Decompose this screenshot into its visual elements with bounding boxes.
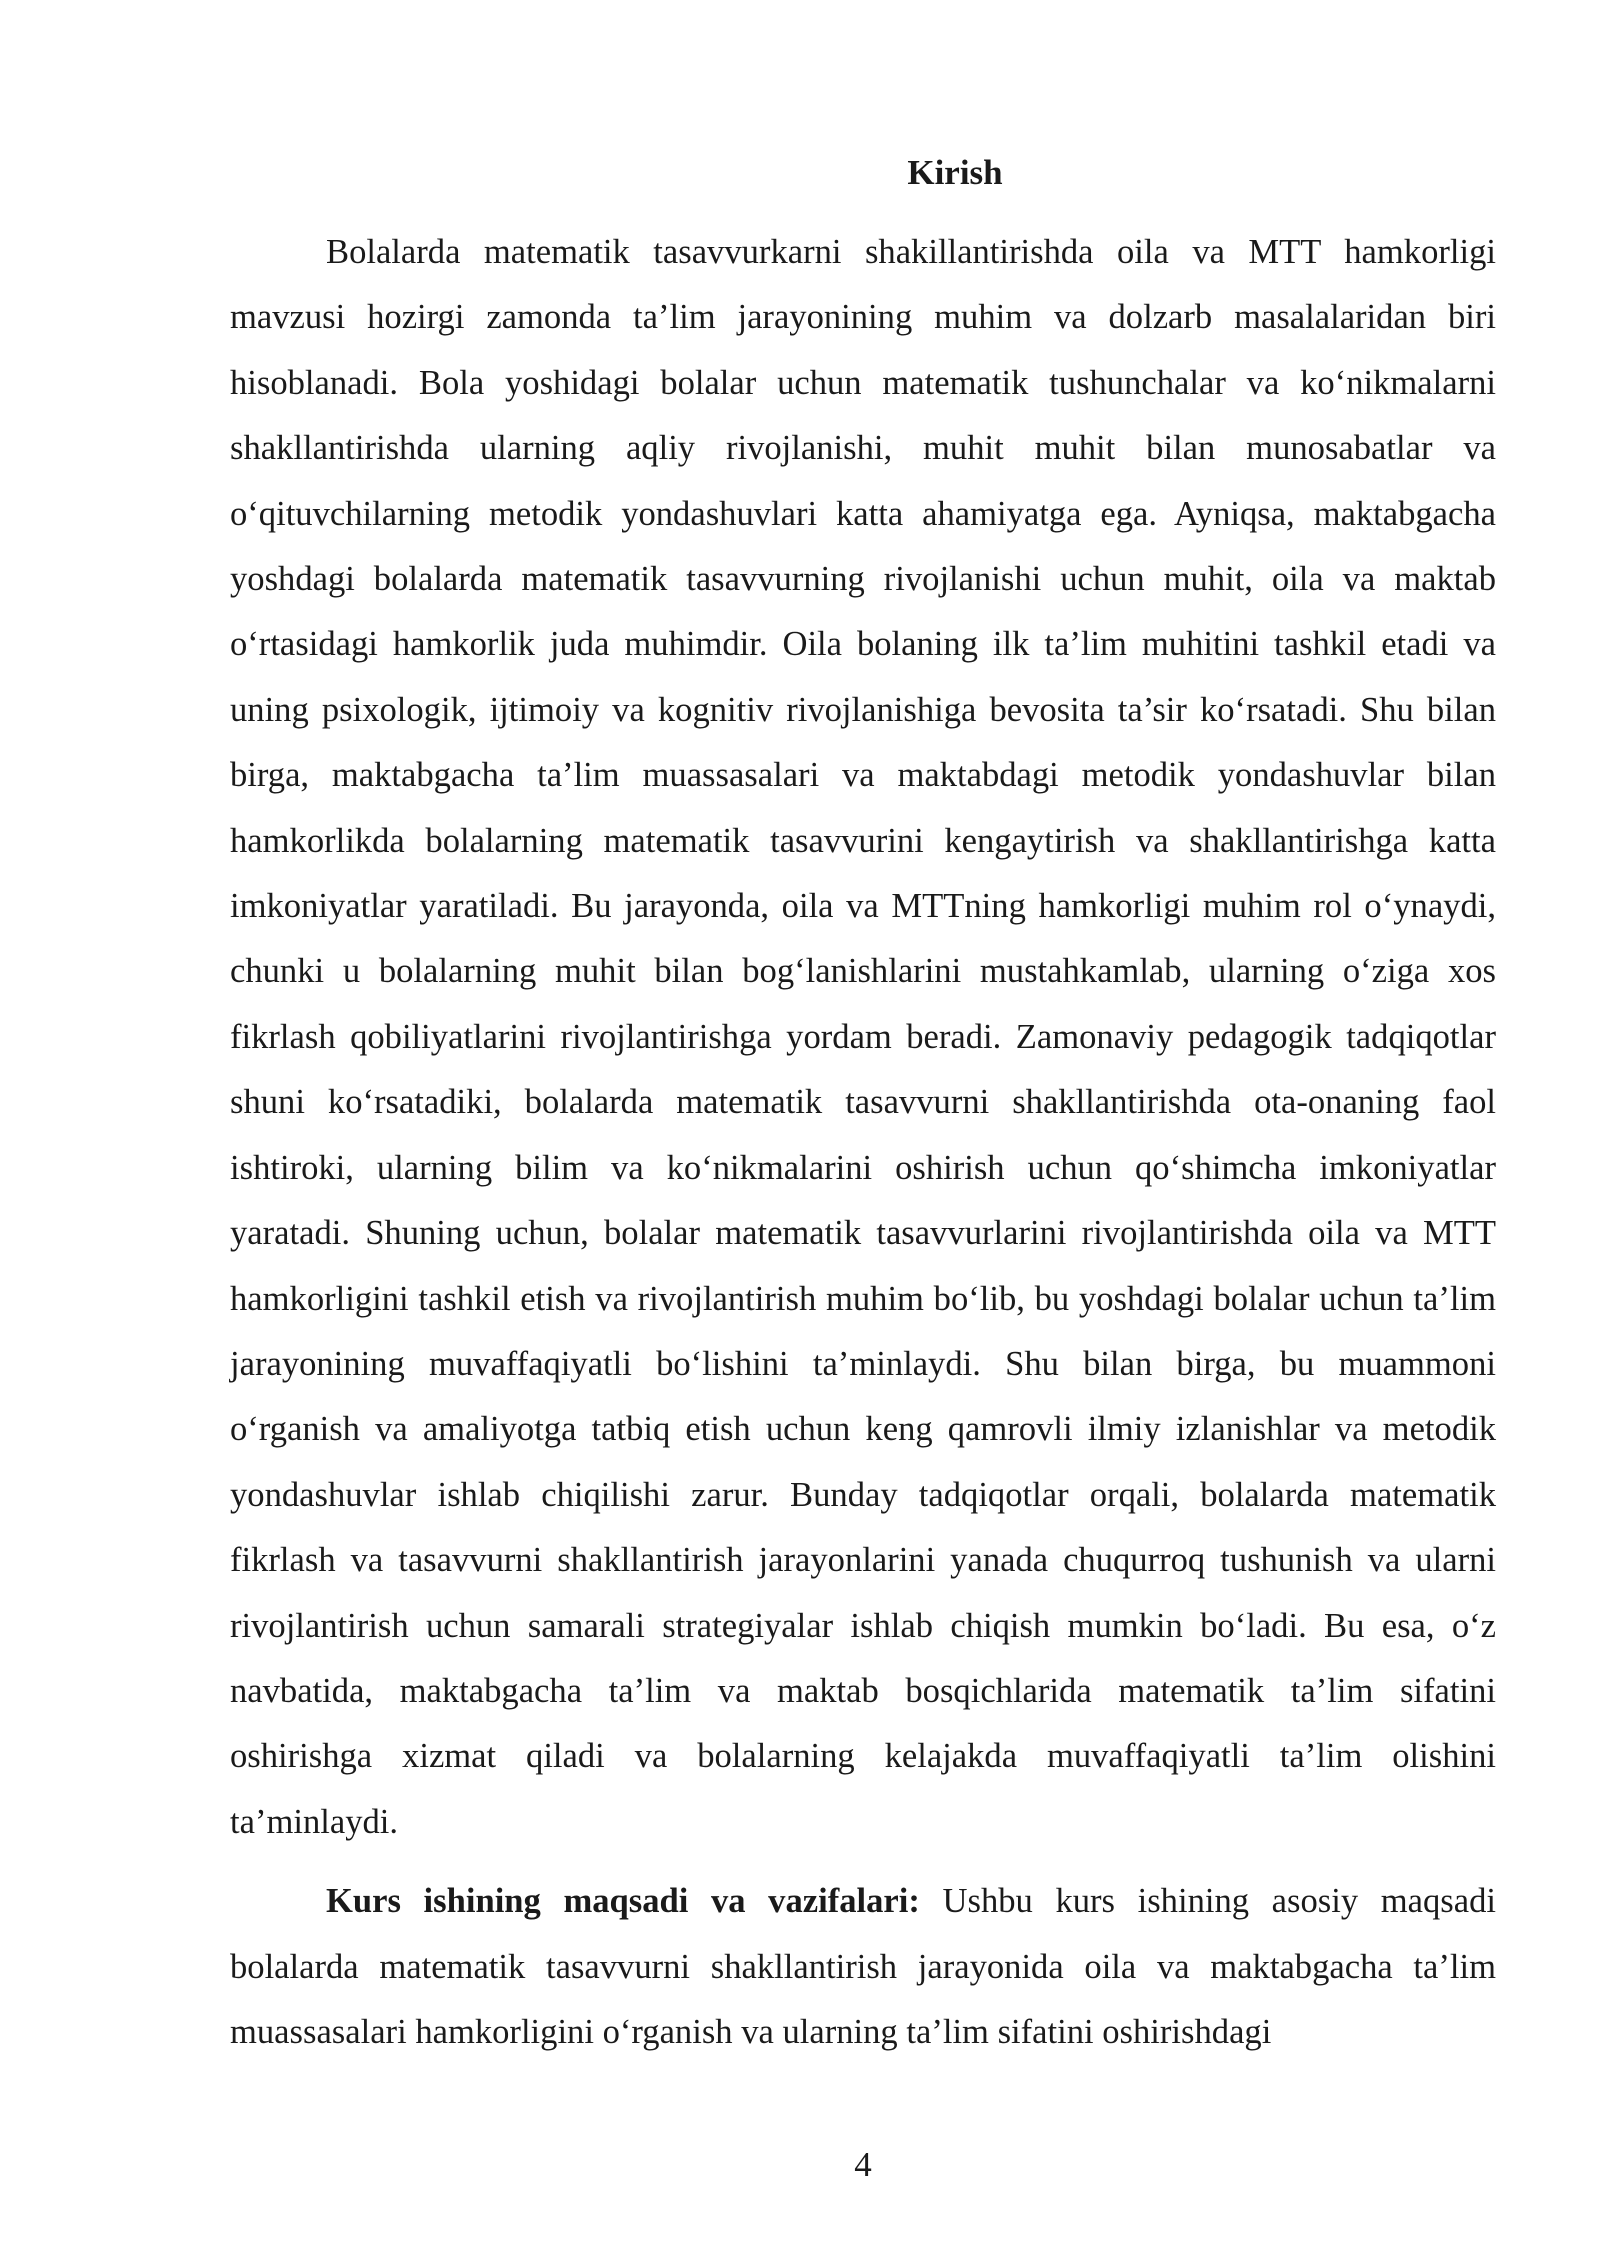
page-number: 4 bbox=[854, 2145, 872, 2184]
body-text bbox=[230, 220, 1496, 2065]
goals-text: Ushbu kurs ishining asosiy maqsadi bolalarda matematik tasavvurni shakllantirish jarayonida oila va maktabgacha ta’lim muassasalari hamkorligini o‘rganish va ularning ta’lim sifatini oshirishdagi bbox=[230, 1882, 1496, 2051]
section-heading: Kirish bbox=[907, 153, 1003, 192]
intro-paragraph: Bolalarda matematik tasavvurkarni shakillantirishda oila va MTT hamkorligi mavzusi hozirgi zamonda ta’lim jarayonining muhim va dolzarb masalalaridan biri hisoblanadi. Bola yoshidagi bolalar uchun matematik tushunchalar va ko‘nikmalarni shakllantirishda ularning aqliy rivojlanishi, muhit muhit bilan munosabatlar va o‘qituvchilarning metodik yondashuvlari katta ahamiyatga ega. Ayniqsa, maktabgacha yoshdagi bolalarda matematik tasavvurning rivojlanishi uchun muhit, oila va maktab o‘rtasidagi hamkorlik juda muhimdir. Oila bolaning ilk ta’lim muhitini tashkil etadi va uning psixologik, ijtimoiy va kognitiv rivojlanishiga bevosita ta’sir ko‘rsatadi. Shu bilan birga, maktabgacha ta’lim muassasalari va maktabdagi metodik yondashuvlar bilan hamkorlikda bolalarning matematik tasavvurini kengaytirish va shakllantirishga katta imkoniyatlar yaratiladi. Bu jarayonda, oila va MTTning hamkorligi muhim rol o‘ynaydi, chunki u bolalarning muhit bilan bog‘lanishlarini mustahkamlab, ularning o‘ziga xos fikrlash qobiliyatlarini rivojlantirishga yordam beradi. Zamonaviy pedagogik tadqiqotlar shuni ko‘rsatadiki, bolalarda matematik tasavvurni shakllantirishda ota-onaning faol ishtiroki, ularning bilim va ko‘nikmalarini oshirish uchun qo‘shimcha imkoniyatlar yaratadi. Shuning uchun, bolalar matematik tasavvurlarini rivojlantirishda oila va MTT hamkorligini tashkil etish va rivojlantirish muhim bo‘lib, bu yoshdagi bolalar uchun ta’lim jarayonining muvaffaqiyatli bo‘lishini ta’minlaydi. Shu bilan birga, bu muammoni o‘rganish va amaliyotga tatbiq etish uchun keng qamrovli ilmiy izlanishlar va metodik yondashuvlar ishlab chiqilishi zarur. Bunday tadqiqotlar orqali, bolalarda matematik fikrlash va tasavvurni shakllantirish jarayonlarini yanada chuqurroq tushunish va ularni rivojlantirish uchun samarali strategiyalar ishlab chiqish mumkin bo‘ladi. Bu esa, o‘z navbatida, maktabgacha ta’lim va maktab bosqichlarida matematik ta’lim sifatini oshirishga xizmat qiladi va bolalarning kelajakda muvaffaqiyatli ta’lim olishini ta’minlaydi. bbox=[230, 233, 1496, 1841]
goals-paragraph bbox=[230, 1869, 1496, 2065]
goals-label: Kurs ishining maqsadi va vazifalari: bbox=[326, 1882, 920, 1921]
